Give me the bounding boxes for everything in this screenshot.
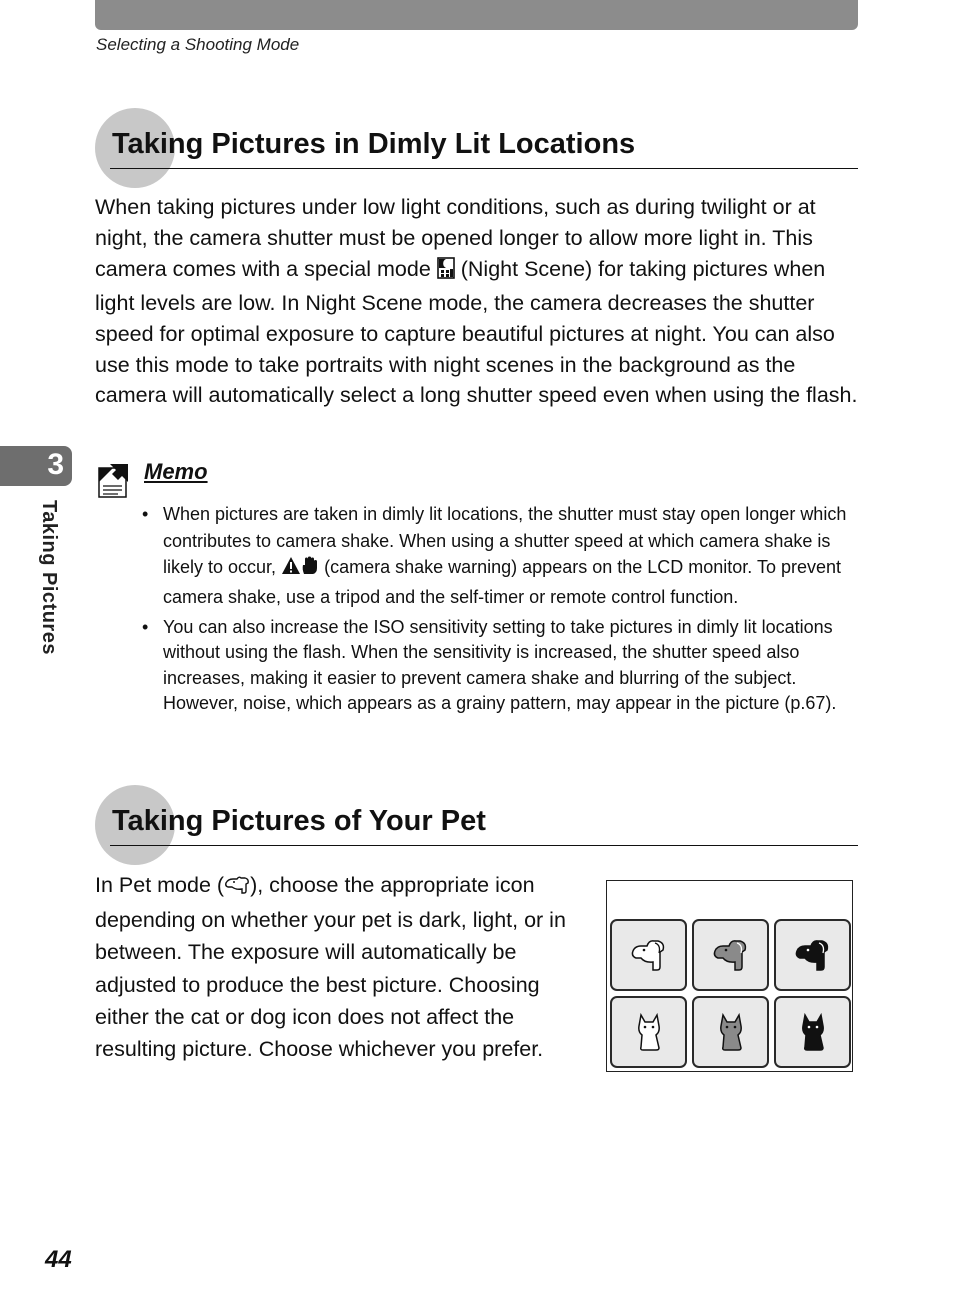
heading-rule xyxy=(110,845,858,846)
memo-item xyxy=(142,615,858,716)
dog-gray-icon xyxy=(711,937,751,973)
body-text-part: In Pet mode ( xyxy=(95,873,225,897)
running-head: Selecting a Shooting Mode xyxy=(96,35,300,54)
cat-dark-button[interactable] xyxy=(774,996,851,1068)
heading-rule xyxy=(110,168,858,169)
memo-item-text: When pictures are taken in dimly lit locations, the shutter must stay open longer which contributes to camera shake. When using a shutter speed at which camera shake is likely to occur, xyxy=(163,504,847,577)
dog-dark-button[interactable] xyxy=(774,919,851,991)
cat-dark-icon xyxy=(793,1012,833,1052)
dog-dark-icon xyxy=(793,937,833,973)
pet-icon-grid xyxy=(610,919,851,1068)
header-bar xyxy=(95,0,858,30)
body-text-part: (Night Scene) for taking pictures when light levels are low. In Night Scene mode, the camera decreases the shutter speed for optimal exposure to capture beautiful pictures at night. You can also use this mode to take portraits with night scenes in the background as the camera will automatically select a long shutter speed even when using the flash. xyxy=(95,256,858,408)
cat-light-icon xyxy=(629,1012,669,1052)
dog-light-icon xyxy=(629,937,669,973)
section-body-dim-light xyxy=(95,192,860,411)
page-number: 44 xyxy=(45,1246,72,1273)
cat-light-button[interactable] xyxy=(610,996,687,1068)
chapter-side-label: Taking Pictures xyxy=(38,500,60,655)
pet-mode-screen xyxy=(606,880,853,1072)
cat-gray-button[interactable] xyxy=(692,996,769,1068)
memo-item-text: (camera shake warning) appears on the LCD monitor. To prevent camera shake, use a tripod and the self-timer or remote control function. xyxy=(163,557,842,607)
memo-item-text: You can also increase the ISO sensitivity setting to take pictures in dimly lit locations without using the flash. When the sensitivity is increased, the shutter speed also increases, making it easier to prevent camera shake and blurring of the subject. However, noise, which appears as a grainy pattern, may appear in the picture (p.67). xyxy=(163,617,837,713)
night-scene-icon xyxy=(437,257,455,288)
bullet: • xyxy=(142,617,149,637)
dog-light-button[interactable] xyxy=(610,919,687,991)
pet-mode-icon xyxy=(224,872,250,904)
section-title: Taking Pictures in Dimly Lit Locations xyxy=(112,128,636,160)
cat-gray-icon xyxy=(711,1012,751,1052)
section-heading-dim-light xyxy=(95,108,858,188)
memo-list xyxy=(142,501,858,716)
chapter-tab xyxy=(0,446,72,486)
chapter-number: 3 xyxy=(47,448,64,481)
memo-title: Memo xyxy=(144,459,208,484)
section-title: Taking Pictures of Your Pet xyxy=(112,805,486,837)
memo-icon xyxy=(98,462,130,498)
bullet: • xyxy=(142,504,149,524)
section-heading-pet xyxy=(95,785,858,865)
dog-gray-button[interactable] xyxy=(692,919,769,991)
section-body-pet xyxy=(95,869,590,1065)
memo-item xyxy=(142,501,858,610)
body-text-part: ), choose the appropriate icon depending on whether your pet is dark, light, or in between. The exposure will automatically be adjusted to produce the best picture. Choosing either the cat or dog icon does not affect the resulting picture. Choose whichever you prefer. xyxy=(95,873,566,1062)
camera-shake-warning-icon xyxy=(281,556,319,584)
body-text-part: When taking pictures under low light conditions, such as during twilight or at night, the camera shutter must be opened longer to allow more light in. This camera comes with a special mode xyxy=(95,195,816,281)
